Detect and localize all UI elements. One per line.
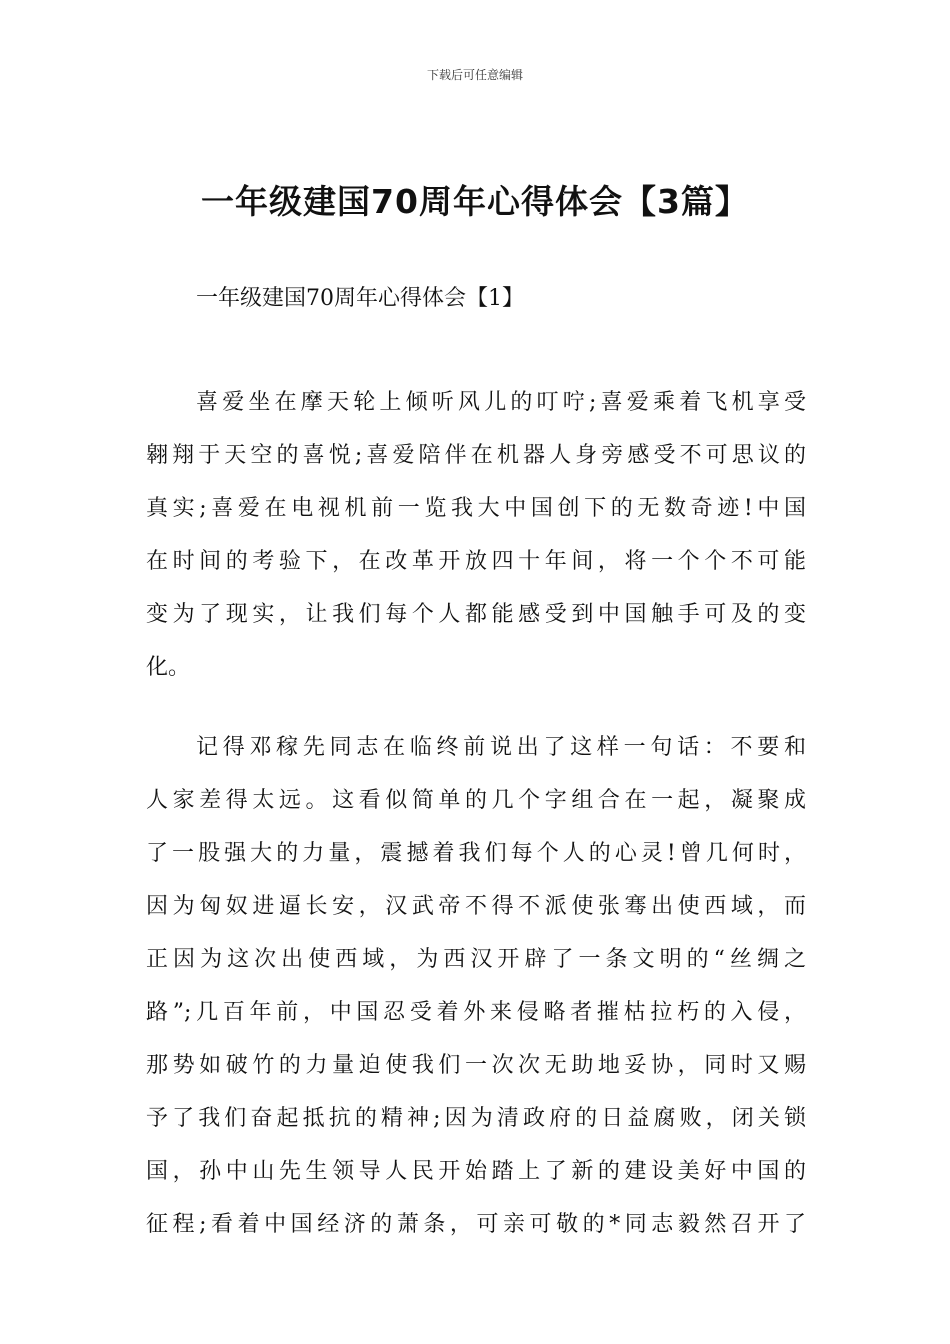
paragraph-line: 正因为这次出使西域，为西汉开辟了一条文明的“丝绸之 [146,947,806,972]
paragraph-line: 化。 [146,655,191,680]
paragraph-1 [146,376,806,694]
paragraph-line: 了一股强大的力量，震撼着我们每个人的心灵!曾几何时， [146,841,806,866]
paragraph-line: 那势如破竹的力量迫使我们一次次无助地妥协，同时又赐 [146,1053,806,1078]
paragraph-line: 人家差得太远。这看似简单的几个字组合在一起，凝聚成 [146,788,806,813]
section-heading: 一年级建国70周年心得体会【1】 [196,286,524,311]
paragraph-line: 征程;看着中国经济的萧条，可亲可敬的*同志毅然召开了 [146,1212,806,1237]
paragraph-line: 路”;几百年前，中国忍受着外来侵略者摧枯拉朽的入侵， [146,1000,806,1025]
paragraph-line: 在时间的考验下，在改革开放四十年间，将一个个不可能 [146,549,806,574]
paragraph-line: 记得邓稼先同志在临终前说出了这样一句话：不要和 [196,735,806,760]
paragraph-2 [146,721,806,1251]
header-note: 下载后可任意编辑 [426,68,523,82]
paragraph-line: 国，孙中山先生领导人民开始踏上了新的建设美好中国的 [146,1159,806,1184]
paragraph-line: 变为了现实，让我们每个人都能感受到中国触手可及的变 [146,602,806,627]
paragraph-line: 因为匈奴进逼长安，汉武帝不得不派使张骞出使西域，而 [146,894,806,919]
paragraph-line: 予了我们奋起抵抗的精神;因为清政府的日益腐败，闭关锁 [146,1106,806,1131]
paragraph-line: 真实;喜爱在电视机前一览我大中国创下的无数奇迹!中国 [146,496,806,521]
paragraph-line: 翱翔于天空的喜悦;喜爱陪伴在机器人身旁感受不可思议的 [146,443,806,468]
document-title: 一年级建国70周年心得体会【3篇】 [201,182,749,221]
paragraph-line: 喜爱坐在摩天轮上倾听风儿的叮咛;喜爱乘着飞机享受 [196,390,806,415]
